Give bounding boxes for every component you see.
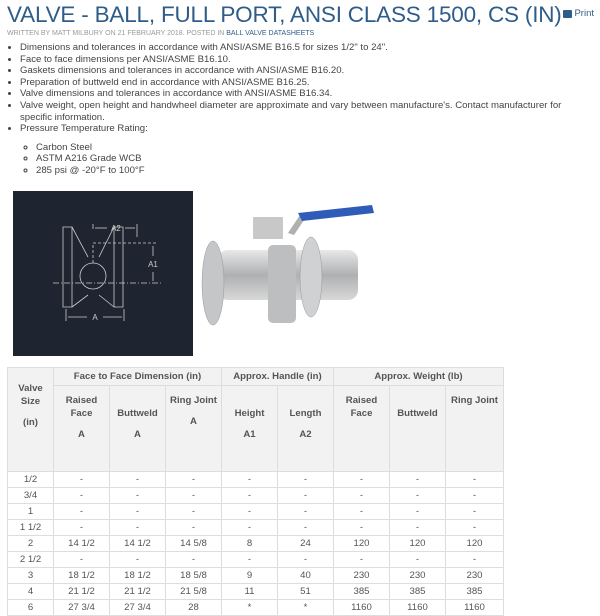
table-cell: 14 1/2	[110, 536, 166, 552]
table-cell: -	[334, 552, 390, 568]
table-row	[8, 504, 504, 520]
column-header: Raised Face	[334, 386, 390, 472]
table-cell: -	[390, 520, 446, 536]
table-cell: -	[54, 488, 110, 504]
table-cell: -	[110, 552, 166, 568]
table-cell: -	[446, 472, 504, 488]
table-cell: -	[222, 472, 278, 488]
table-cell: 385	[390, 584, 446, 600]
list-item: • Face to face dimensions per ANSI/ASME B16.10.	[20, 54, 590, 66]
table-cell: 18 1/2	[110, 568, 166, 584]
table-cell: 120	[390, 536, 446, 552]
table-cell: -	[278, 472, 334, 488]
list-item: • Dimensions and tolerances in accordance with ANSI/ASME B16.5 for sizes 1/2" to 24".	[20, 42, 590, 54]
table-cell: 14 5/8	[166, 536, 222, 552]
table-cell: 4	[8, 584, 54, 600]
table-cell: 1160	[334, 600, 390, 616]
rating-list	[20, 142, 590, 177]
dimensions-table	[7, 367, 504, 616]
table-cell: -	[334, 520, 390, 536]
table-cell: -	[278, 520, 334, 536]
table-row	[8, 568, 504, 584]
table-cell: -	[446, 504, 504, 520]
table-cell: 385	[446, 584, 504, 600]
table-cell: *	[278, 600, 334, 616]
weight-header: Approx. Weight (lb)	[334, 368, 504, 386]
list-item: ◦ ASTM A216 Grade WCB	[36, 153, 590, 165]
byline-text: WRITTEN BY MATT MILBURY ON 21 FEBRUARY 2018. POSTED IN	[7, 30, 227, 37]
table-cell: 27 3/4	[110, 600, 166, 616]
table-cell: -	[222, 552, 278, 568]
table-cell: 6	[8, 600, 54, 616]
column-header: Ring Joint	[446, 386, 504, 472]
table-cell: -	[54, 504, 110, 520]
byline	[7, 29, 314, 38]
table-cell: -	[278, 488, 334, 504]
table-cell: 1 1/2	[8, 520, 54, 536]
table-cell: 8	[222, 536, 278, 552]
table-cell: -	[222, 488, 278, 504]
table-cell: -	[446, 488, 504, 504]
column-header: Buttweld	[390, 386, 446, 472]
table-cell: 18 5/8	[166, 568, 222, 584]
table-cell: -	[54, 520, 110, 536]
column-header: Ring Joint A	[166, 386, 222, 472]
list-item: • Valve dimensions and tolerances in accordance with ANSI/ASME B16.34.	[20, 88, 590, 100]
page-title: VALVE - BALL, FULL PORT, ANSI CLASS 1500, CS (IN)	[7, 2, 562, 27]
table-cell: -	[110, 504, 166, 520]
table-cell: -	[390, 488, 446, 504]
table-row	[8, 584, 504, 600]
table-cell: -	[390, 472, 446, 488]
table-cell: 14 1/2	[54, 536, 110, 552]
table-row	[8, 536, 504, 552]
dimension-diagram	[13, 191, 193, 356]
table-cell: -	[222, 504, 278, 520]
table-cell: 230	[334, 568, 390, 584]
table-cell: -	[110, 488, 166, 504]
table-cell: 27 3/4	[54, 600, 110, 616]
list-item-label: Pressure Temperature Rating:	[20, 123, 148, 135]
table-cell: 3	[8, 568, 54, 584]
table-cell: -	[446, 520, 504, 536]
table-cell: 51	[278, 584, 334, 600]
table-cell: 1	[8, 504, 54, 520]
printer-icon	[563, 10, 572, 18]
table-cell: 21 1/2	[110, 584, 166, 600]
spec-list	[0, 42, 590, 177]
handle-header: Approx. Handle (in)	[222, 368, 334, 386]
face-to-face-header: Face to Face Dimension (in)	[54, 368, 222, 386]
table-cell: -	[166, 552, 222, 568]
table-cell: 2 1/2	[8, 552, 54, 568]
valve-photo	[198, 205, 378, 340]
table-cell: -	[446, 552, 504, 568]
table-row	[8, 472, 504, 488]
list-item	[20, 123, 590, 176]
table-cell: -	[390, 552, 446, 568]
valve-size-header: Valve Size (in)	[8, 368, 54, 472]
table-cell: -	[278, 504, 334, 520]
column-header: Buttweld A	[110, 386, 166, 472]
table-cell: 2	[8, 536, 54, 552]
table-row	[8, 600, 504, 616]
table-row	[8, 552, 504, 568]
table-cell: -	[110, 472, 166, 488]
list-item: • Valve weight, open height and handwheel diameter are approximate and vary between manufacture's. Contact manufacturer for specific information.	[20, 100, 590, 123]
table-cell: 3/4	[8, 488, 54, 504]
table-cell: 230	[446, 568, 504, 584]
table-cell: -	[222, 520, 278, 536]
print-label: Print	[574, 8, 594, 19]
a1-label: A1	[148, 260, 158, 269]
table-cell: 28	[166, 600, 222, 616]
print-button[interactable]	[563, 8, 594, 19]
table-cell: 120	[334, 536, 390, 552]
table-row	[8, 520, 504, 536]
column-header: Raised Face A	[54, 386, 110, 472]
table-cell: 385	[334, 584, 390, 600]
table-cell: 21 1/2	[54, 584, 110, 600]
category-link[interactable]: BALL VALVE DATASHEETS	[226, 30, 315, 37]
table-cell: 1160	[446, 600, 504, 616]
list-item: • Preparation of buttweld end in accordance with ANSI/ASME B16.25.	[20, 77, 590, 89]
table-cell: -	[334, 488, 390, 504]
table-cell: -	[166, 504, 222, 520]
table-cell: 120	[446, 536, 504, 552]
table-row	[8, 488, 504, 504]
table-cell: *	[222, 600, 278, 616]
table-cell: -	[166, 472, 222, 488]
table-cell: -	[54, 552, 110, 568]
table-cell: 18 1/2	[54, 568, 110, 584]
table-cell: 1/2	[8, 472, 54, 488]
table-cell: 24	[278, 536, 334, 552]
table-cell: 11	[222, 584, 278, 600]
table-cell: -	[334, 472, 390, 488]
table-cell: 9	[222, 568, 278, 584]
table-cell: 40	[278, 568, 334, 584]
table-cell: -	[278, 552, 334, 568]
a-label: A	[92, 313, 98, 322]
list-item: ◦ Carbon Steel	[36, 142, 590, 154]
table-cell: -	[110, 520, 166, 536]
table-cell: -	[166, 488, 222, 504]
list-item: • Gaskets dimensions and tolerances in accordance with ANSI/ASME B16.20.	[20, 65, 590, 77]
table-cell: -	[166, 520, 222, 536]
table-cell: 21 5/8	[166, 584, 222, 600]
table-cell: -	[54, 472, 110, 488]
table-cell: -	[334, 504, 390, 520]
list-item: ◦ 285 psi @ -20°F to 100°F	[36, 165, 590, 177]
column-header: Height A1	[222, 386, 278, 472]
column-header: Length A2	[278, 386, 334, 472]
a2-label: A2	[111, 224, 121, 233]
table-cell: -	[390, 504, 446, 520]
table-cell: 230	[390, 568, 446, 584]
table-cell: 1160	[390, 600, 446, 616]
